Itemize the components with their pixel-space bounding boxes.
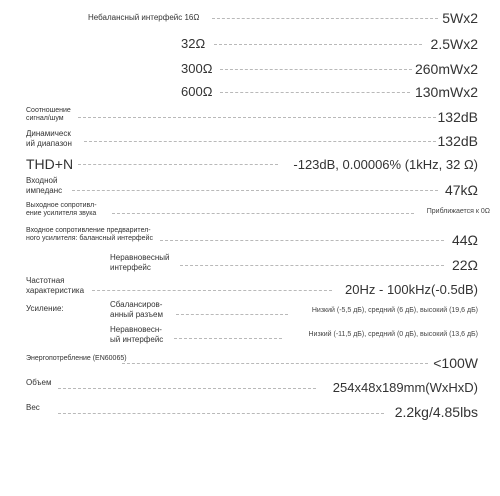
spec-label: Частотная [26,276,65,285]
spec-label: Неравновесный [110,253,170,262]
spec-label-line2: анный разъем [110,310,163,319]
leader-line [58,388,316,389]
spec-label: Энергопотребление (EN60065) [26,355,127,362]
spec-value: 47kΩ [444,182,478,198]
leader-line [174,338,282,339]
spec-value: 130mWx2 [414,84,478,100]
spec-value: 132dB [437,133,478,149]
spec-value: 260mWx2 [414,61,478,77]
spec-label-line2: ий диапазон [26,139,72,148]
leader-line [92,290,332,291]
spec-label: Выходное сопротивл- [26,202,97,209]
leader-line [212,18,438,19]
spec-value: 44Ω [451,232,478,248]
spec-label: Неравновесн- [110,325,162,334]
spec-value: Низкий (-11,5 дБ), средний (0 дБ), высокий (13,6 дБ) [308,331,478,338]
spec-label-line2: характеристика [26,286,85,295]
spec-label: Входное сопротивление предварител- [26,227,151,234]
spec-label: 600Ω [181,84,213,99]
spec-label: Небалансный интерфейс 16Ω [88,13,200,22]
spec-label: Соотношение [26,107,71,114]
spec-value: 5Wx2 [442,10,478,26]
spec-value: 2.5Wx2 [430,36,478,52]
spec-label: Динамическ [26,129,71,138]
spec-label: THD+N [26,156,74,172]
leader-line [78,164,278,165]
spec-value: 254x48x189mm(WxHxD) [332,380,478,395]
spec-label: Объем [26,378,52,387]
spec-label-line2: импеданс [26,186,63,195]
leader-line [72,190,438,191]
spec-label: Входной [26,176,58,185]
leader-line [180,265,444,266]
leader-line [176,314,288,315]
spec-label-line2: ый интерфейс [110,335,164,344]
spec-label: Сбалансиров- [110,300,163,309]
leader-line [220,69,412,70]
spec-label-line2: ение усилителя звука [26,210,97,217]
leader-line [58,413,384,414]
leader-line [84,141,436,142]
spec-value: <100W [433,355,478,371]
spec-value: 132dB [437,109,478,125]
spec-value: Приближается к 0Ω [426,208,490,215]
spec-label: 300Ω [181,61,213,76]
spec-label: 32Ω [181,36,206,51]
leader-line [78,117,436,118]
leader-line [220,92,410,93]
leader-line [160,240,444,241]
spec-label-line2: сигнал/шум [26,115,64,122]
spec-value: 2.2kg/4.85lbs [394,404,478,420]
spec-value: Низкий (-5,5 дБ), средний (6 дБ), высокий (19,6 дБ) [311,307,478,314]
spec-value: -123dB, 0.00006% (1kHz, 32 Ω) [293,157,478,172]
spec-value: 20Hz - 100kHz(-0.5dB) [345,282,478,297]
leader-line [122,363,428,364]
leader-line [214,44,422,45]
spec-label-line2: интерфейс [110,263,151,272]
spec-label: Вес [26,403,40,412]
spec-label-line2: ного усилителя: балансный интерфейс [26,235,153,242]
gain-title: Усиление: [26,304,64,313]
spec-value: 22Ω [451,257,478,273]
leader-line [112,213,414,214]
